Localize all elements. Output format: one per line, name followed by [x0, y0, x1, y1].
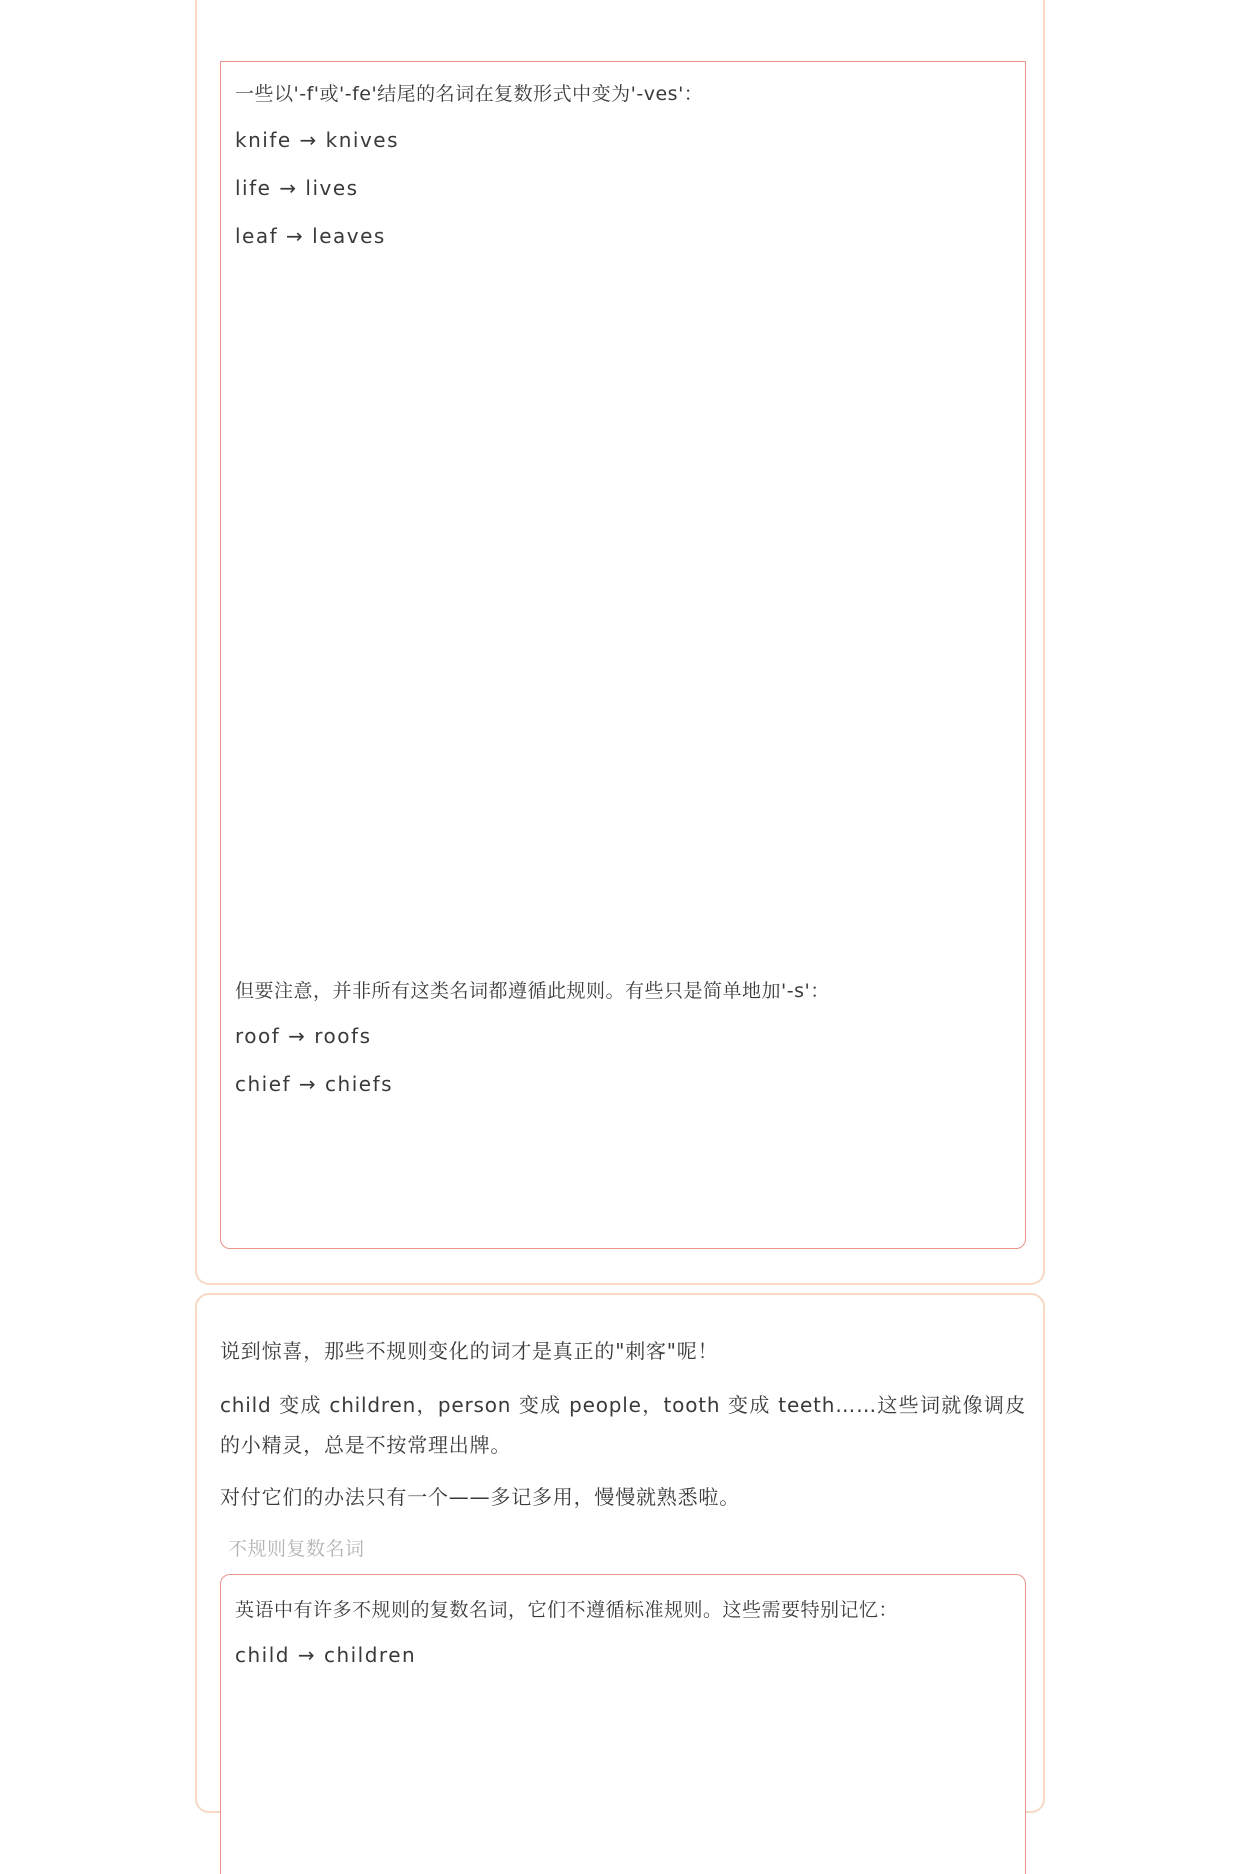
body-paragraph: 对付它们的办法只有一个——多记多用，慢慢就熟悉啦。 — [220, 1485, 740, 1509]
exception-note-text: 但要注意，并非所有这类名词都遵循此规则。有些只是简单地加'-s'： — [235, 980, 830, 1002]
exception-example-item: roof → roofs — [235, 1024, 372, 1048]
upper-content-card — [195, 0, 1045, 1285]
body-paragraph: 说到惊喜，那些不规则变化的词才是真正的"刺客"呢！ — [220, 1339, 719, 1363]
section-label: 不规则复数名词 — [228, 1538, 365, 1560]
example-item: child → children — [235, 1643, 417, 1667]
body-paragraph: child 变成 children，person 变成 people，tooth 变成 teeth……这些词就像调皮的小精灵，总是不按常理出牌。 — [220, 1393, 1026, 1457]
rule-intro-text: 一些以'-f'或'-fe'结尾的名词在复数形式中变为'-ves'： — [235, 83, 704, 105]
exception-example-item: chief → chiefs — [235, 1072, 394, 1096]
irregular-plural-rule-box — [220, 1574, 1026, 1874]
lower-content-card — [195, 1293, 1045, 1813]
rule-intro-text: 英语中有许多不规则的复数名词，它们不遵循标准规则。这些需要特别记忆： — [235, 1599, 899, 1621]
example-item: life → lives — [235, 176, 359, 200]
example-item: leaf → leaves — [235, 224, 386, 248]
ves-plural-rule-box — [220, 61, 1026, 1249]
example-item: knife → knives — [235, 128, 400, 152]
